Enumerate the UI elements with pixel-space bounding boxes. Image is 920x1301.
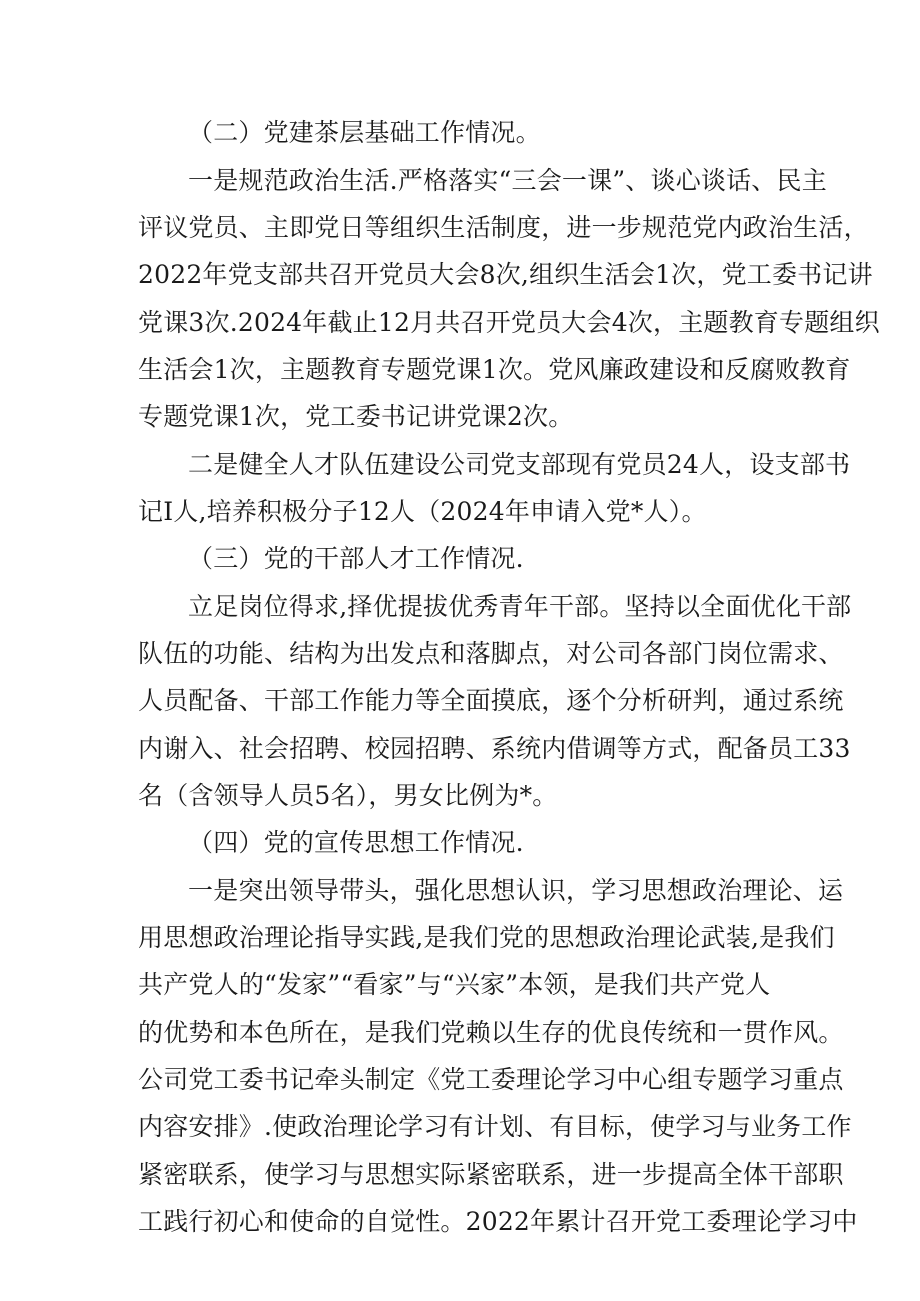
section-heading-3: （三）党的干部人才工作情况. [188, 544, 524, 573]
paragraph-line: 内谢入、社会招聘、校园招聘、系统内借调等方式，配备员工33 [138, 734, 851, 763]
paragraph-line: 一是突出领导带头，强化思想认识，学习思想政治理论、运 [188, 876, 844, 905]
section-heading-4: （四）党的宣传思想工作情况. [188, 828, 524, 857]
paragraph-line: 记I人,培养积极分子12人（2024年申请入党*人）。 [138, 497, 707, 526]
paragraph-line: 用思想政治理论指导实践,是我们党的思想政治理论武装,是我们 [138, 923, 835, 952]
section-heading-2: （二）党建茶层基础工作情况。 [188, 118, 541, 147]
paragraph-line: 评议党员、主即党日等组织生活制度，进一步规范党内政治生活， [138, 213, 869, 242]
paragraph-line: 工践行初心和使命的自觉性。2022年累计召开党工委理论学习中 [138, 1207, 858, 1236]
paragraph-line: 立足岗位得求,择优提拔优秀青年干部。坚持以全面优化干部 [188, 592, 852, 621]
paragraph-line: 专题党课1次，党工委书记讲党课2次。 [138, 402, 574, 431]
paragraph-line: 的优势和本色所在，是我们党赖以生存的优良传统和一贯作风。 [138, 1018, 844, 1047]
paragraph-line: 2022年党支部共召开党员大会8次,组织生活会1次，党工委书记讲 [138, 260, 873, 289]
paragraph-line: 公司党工委书记牵头制定《党工委理论学习中心组专题学习重点 [138, 1065, 844, 1094]
paragraph-line: 内容安排》.使政治理论学习有计划、有目标，使学习与业务工作 [138, 1112, 852, 1141]
paragraph-line: 一是规范政治生活.严格落实“三会一课”、谈心谈话、民主 [188, 166, 827, 195]
paragraph-line: 名（含领导人员5名），男女比例为*。 [138, 781, 558, 810]
paragraph-line: 生活会1次，主题教育专题党课1次。党风廉政建设和反腐败教育 [138, 355, 851, 384]
paragraph-line: 紧密联系，使学习与思想实际紧密联系，进一步提高全体干部职 [138, 1160, 844, 1189]
paragraph-line: 共产党人的“发家”“看家”与“兴家”本领，是我们共产党人 [138, 970, 771, 999]
paragraph-line: 党课3次.2024年截止12月共召开党员大会4次，主题教育专题组织 [138, 308, 880, 337]
paragraph-line: 队伍的功能、结构为出发点和落脚点，对公司各部门岗位需求、 [138, 639, 844, 668]
paragraph-line: 人员配备、干部工作能力等全面摸底，逐个分析研判，通过系统 [138, 686, 844, 715]
paragraph-line: 二是健全人才队伍建设公司党支部现有党员24人，设支部书 [188, 450, 851, 479]
